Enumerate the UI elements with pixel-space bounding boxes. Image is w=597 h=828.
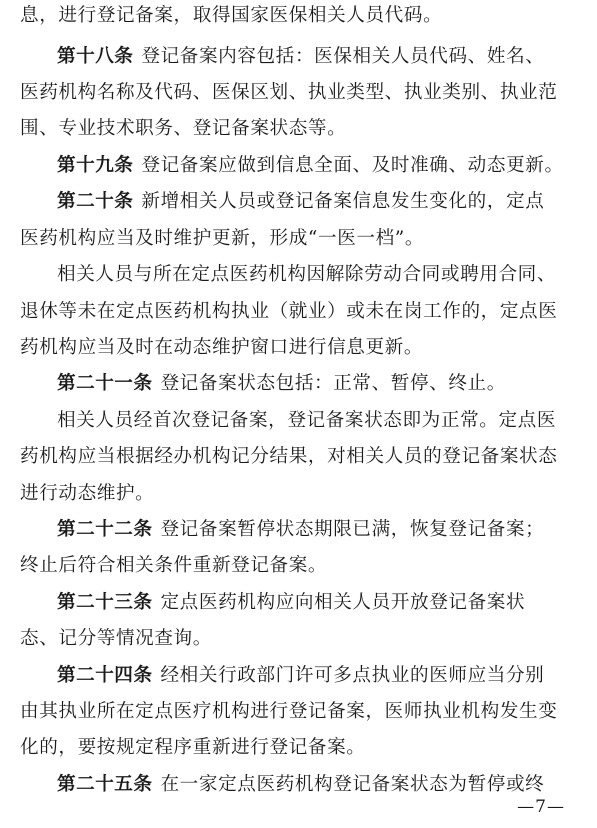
text-line: 终止后符合相关条件重新登记备案。 xyxy=(20,555,328,576)
article-heading: 第二十四条 xyxy=(57,665,153,686)
article-heading: 第二十条 xyxy=(57,191,134,212)
page-number: —7— xyxy=(517,797,565,817)
article-20-line: 第二十条 新增相关人员或登记备案信息发生变化的，定点 xyxy=(57,191,545,212)
text-line: 化的，要按规定程序重新进行登记备案。 xyxy=(20,737,366,758)
article-heading: 第二十一条 xyxy=(57,373,153,394)
article-heading: 第十八条 xyxy=(57,46,134,67)
article-heading: 第二十三条 xyxy=(57,592,153,613)
text-line: 态、记分等情况查询。 xyxy=(20,628,212,649)
article-heading: 第十九条 xyxy=(57,155,134,176)
text-line: 相关人员经首次登记备案，登记备案状态即为正常。定点医 xyxy=(57,410,557,431)
article-22-line: 第二十二条 登记备案暂停状态期限已满，恢复登记备案； xyxy=(57,519,545,540)
article-21-line: 第二十一条 登记备案状态包括：正常、暂停、终止。 xyxy=(57,373,506,394)
article-18-line: 第十八条 登记备案内容包括：医保相关人员代码、姓名、 xyxy=(57,46,545,67)
text-line: 药机构应当及时在动态维护窗口进行信息更新。 xyxy=(20,337,424,358)
text-line: 由其执业所在定点医疗机构进行登记备案，医师执业机构发生变 xyxy=(20,701,558,722)
text-line: 相关人员与所在定点医药机构因解除劳动合同或聘用合同、 xyxy=(57,264,557,285)
text-line: 医药机构名称及代码、医保区划、执业类型、执业类别、执业范 xyxy=(20,82,558,103)
text-line: 药机构应当根据经办机构记分结果，对相关人员的登记备案状态 xyxy=(20,446,558,467)
article-19-line: 第十九条 登记备案应做到信息全面、及时准确、动态更新。 xyxy=(57,155,564,176)
text-line: 进行动态维护。 xyxy=(20,483,155,504)
text-line: 息，进行登记备案，取得国家医保相关人员代码。 xyxy=(20,5,443,26)
article-25-line: 第二十五条 在一家定点医药机构登记备案状态为暂停或终 xyxy=(57,774,545,795)
article-heading: 第二十五条 xyxy=(57,774,153,795)
text-line: 围、专业技术职务、登记备案状态等。 xyxy=(20,118,347,139)
text-line: 医药机构应当及时维护更新，形成“一医一档”。 xyxy=(20,228,425,249)
article-23-line: 第二十三条 定点医药机构应向相关人员开放登记备案状 xyxy=(57,592,526,613)
article-heading: 第二十二条 xyxy=(57,519,153,540)
text-line: 退休等未在定点医药机构执业（就业）或未在岗工作的，定点医 xyxy=(20,301,558,322)
article-24-line: 第二十四条 经相关行政部门许可多点执业的医师应当分别 xyxy=(57,665,545,686)
